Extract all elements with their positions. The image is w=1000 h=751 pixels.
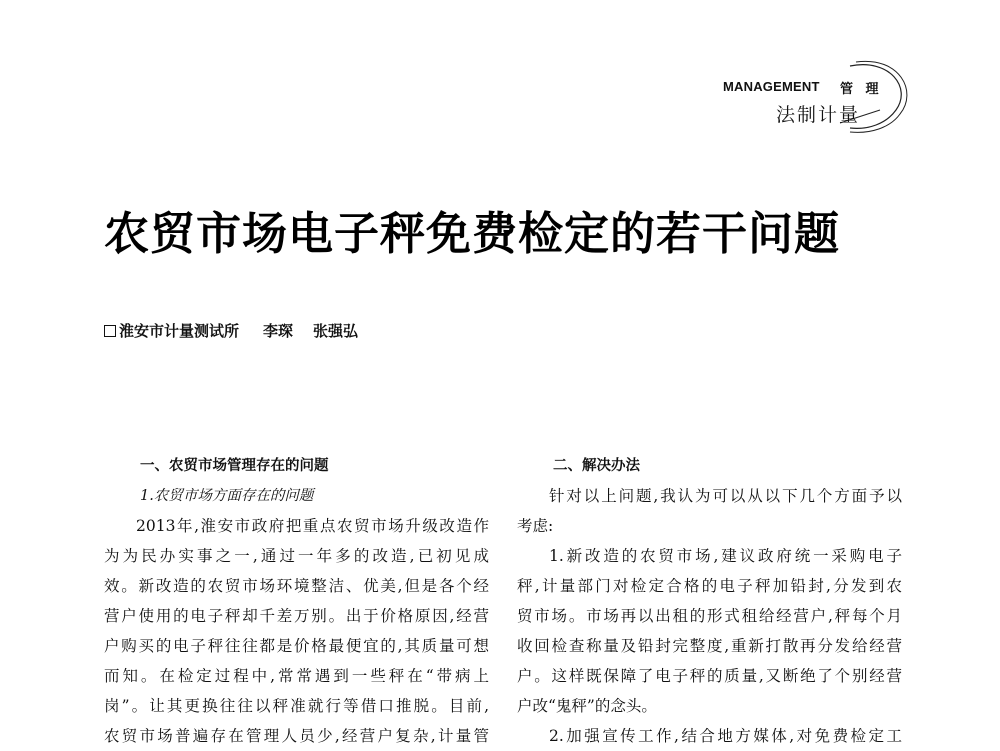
paragraph-line: 秤,计量部门对检定合格的电子秤加铅封,分发到农 <box>517 577 902 595</box>
paragraph-line: 2.加强宣传工作,结合地方媒体,对免费检定工 <box>549 727 902 745</box>
paragraph-line: 户。这样既保障了电子秤的质量,又断绝了个别经营 <box>517 667 902 685</box>
paragraph-line: 效。新改造的农贸市场环境整洁、优美,但是各个经 <box>104 577 489 595</box>
section-heading-problems: 一、农贸市场管理存在的问题 <box>140 458 329 474</box>
paragraph-line: 考虑: <box>517 517 554 535</box>
subheading-market-issues: 1.农贸市场方面存在的问题 <box>140 488 314 504</box>
section-heading-solutions: 二、解决办法 <box>553 458 640 474</box>
paragraph-line: 1.新改造的农贸市场,建议政府统一采购电子 <box>549 547 902 565</box>
paragraph-line: 为为民办实事之一,通过一年多的改造,已初见成 <box>104 547 489 565</box>
paragraph-line: 贸市场。市场再以出租的形式租给经营户,秤每个月 <box>517 607 902 625</box>
masthead-column-name: 法制计量 <box>776 104 861 126</box>
paragraph-line: 收回检查称量及铅封完整度,重新打散再分发给经营 <box>517 637 902 655</box>
paragraph-line: 岗”。让其更换往往以秤准就行等借口推脱。目前, <box>104 697 489 715</box>
byline <box>104 321 358 341</box>
paragraph-line: 2013年,淮安市政府把重点农贸市场升级改造作 <box>136 517 489 535</box>
paragraph-line: 户购买的电子秤往往都是价格最便宜的,其质量可想 <box>104 637 489 655</box>
left-column <box>104 451 489 751</box>
author-2: 张强弘 <box>313 322 359 340</box>
paragraph-line: 农贸市场普遍存在管理人员少,经营户复杂,计量管 <box>104 727 489 745</box>
affiliation: 淮安市计量测试所 <box>119 322 240 340</box>
journal-masthead <box>700 48 910 138</box>
article-title: 农贸市场电子秤免费检定的若干问题 <box>104 207 841 260</box>
paragraph-line: 而知。在检定过程中,常常遇到一些秤在“带病上 <box>104 667 489 685</box>
author-1: 李琛 <box>263 322 294 340</box>
byline-box-icon <box>104 325 116 337</box>
masthead-english: MANAGEMENT <box>723 79 820 94</box>
masthead-chinese-small: 管 理 <box>840 82 883 97</box>
paragraph-line: 户改“鬼秤”的念头。 <box>517 697 657 715</box>
paragraph-line: 针对以上问题,我认为可以从以下几个方面予以 <box>549 487 902 505</box>
right-column <box>517 451 902 751</box>
paragraph-line: 营户使用的电子秤却千差万别。出于价格原因,经营 <box>104 607 489 625</box>
